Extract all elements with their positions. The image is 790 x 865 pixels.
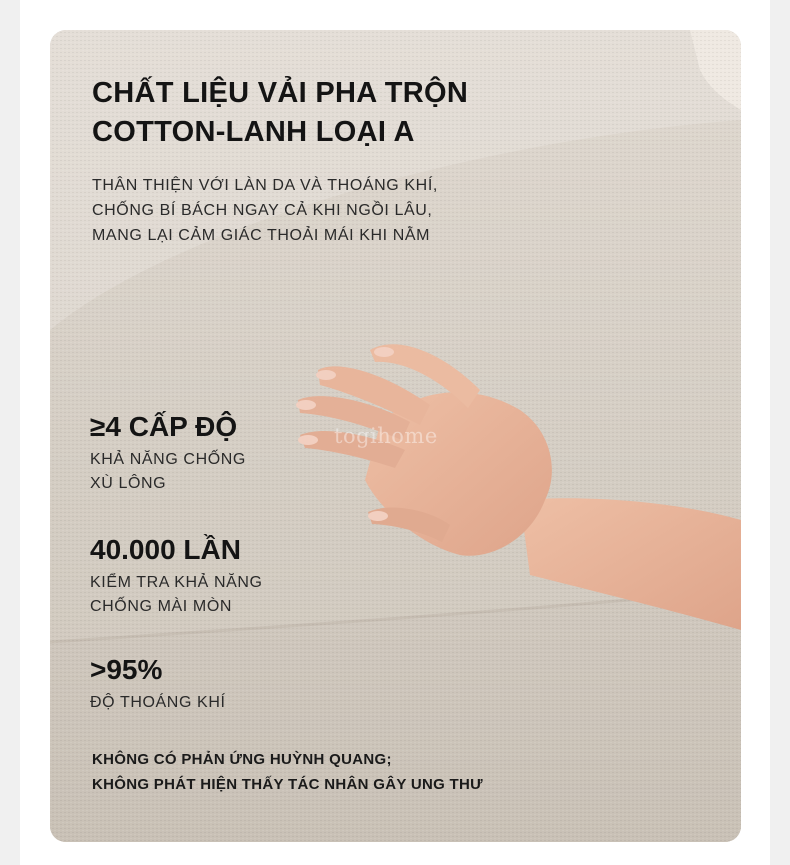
- subheading-line-1: THÂN THIỆN VỚI LÀN DA VÀ THOÁNG KHÍ,: [92, 177, 438, 194]
- subheading-line-2: CHỐNG BÍ BÁCH NGAY CẢ KHI NGỒI LÂU,: [92, 202, 433, 219]
- stat-description: [90, 691, 350, 715]
- heading-line-1: CHẤT LIỆU VẢI PHA TRỘN: [92, 77, 469, 109]
- stat-description: [90, 571, 350, 619]
- stat-value: ≥4 CẤP ĐỘ: [90, 411, 238, 442]
- safety-footnote: [92, 747, 652, 797]
- product-feature-card: [50, 30, 741, 842]
- feature-heading: [92, 74, 612, 152]
- stat-value: 40.000 LẦN: [90, 534, 241, 565]
- feature-subheading: [92, 173, 512, 248]
- stat-description-line-2: XÙ LÔNG: [90, 475, 167, 492]
- stat-abrasion-test: [90, 533, 350, 619]
- stat-description-line-2: CHỐNG MÀI MÒN: [90, 598, 233, 615]
- brand-watermark: togihome: [334, 424, 438, 448]
- heading-line-2: COTTON-LANH LOẠI A: [92, 116, 415, 148]
- stat-description-line-1: ĐỘ THOÁNG KHÍ: [90, 694, 226, 711]
- page-margin-left: [0, 0, 20, 865]
- page-margin-right: [770, 0, 790, 865]
- footnote-line-1: KHÔNG CÓ PHẢN ỨNG HUỲNH QUANG;: [92, 751, 392, 768]
- stat-description: [90, 448, 350, 496]
- stat-pilling-resistance: [90, 410, 350, 496]
- stat-description-line-1: KHẢ NĂNG CHỐNG: [90, 451, 246, 468]
- stat-description-line-1: KIỂM TRA KHẢ NĂNG: [90, 574, 263, 591]
- subheading-line-3: MANG LẠI CẢM GIÁC THOẢI MÁI KHI NẰM: [92, 227, 431, 244]
- stat-value: >95%: [90, 654, 163, 685]
- stat-breathability: [90, 653, 350, 715]
- footnote-line-2: KHÔNG PHÁT HIỆN THẤY TÁC NHÂN GÂY UNG THƯ: [92, 776, 483, 793]
